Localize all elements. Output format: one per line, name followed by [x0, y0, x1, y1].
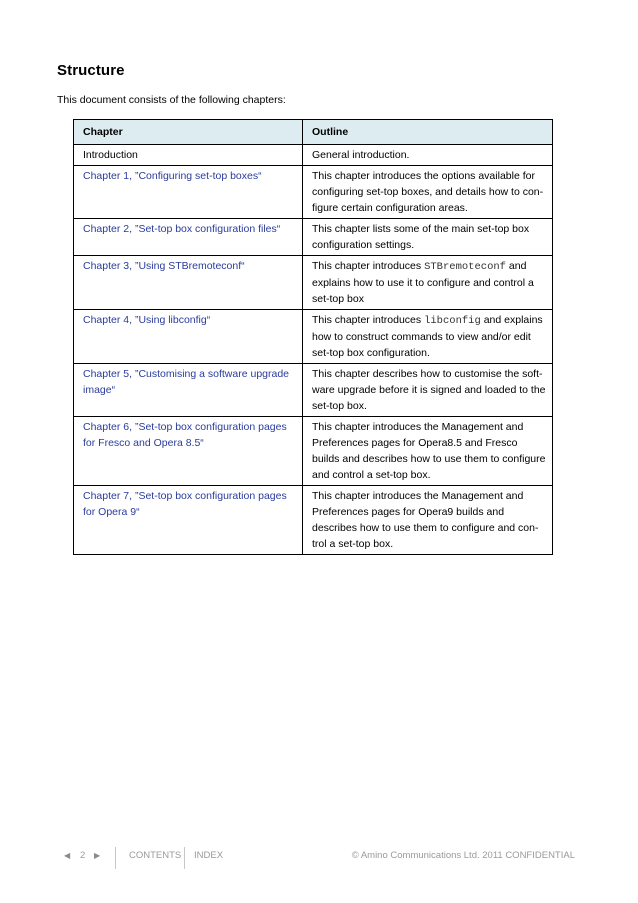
outline-cell: This chapter introduces the Management and Preferences pages for Opera8.5 and Fresco builds and describes how to use them to configure and control a set-top box.	[303, 417, 553, 486]
chapter-5-link[interactable]: Chapter 5, ”Customising a software upgrade image“	[83, 368, 290, 396]
header-outline: Outline	[303, 120, 553, 145]
header-chapter: Chapter	[74, 120, 303, 145]
code-libconfig: libconfig	[424, 315, 481, 327]
next-page-icon[interactable]: ▶	[94, 851, 101, 860]
outline-cell	[303, 310, 553, 364]
table-row	[74, 486, 553, 555]
outline-cell: This chapter introduces the Management and Preferences pages for Opera9 builds and describes how to use them to configure and con-trol a set-top box.	[303, 486, 553, 555]
chapter-3-link[interactable]: Chapter 3, ”Using STBremoteconf“	[83, 260, 245, 272]
outline-cell: This chapter describes how to customise the soft-ware upgrade before it is signed and loaded to the set-top box.	[303, 364, 553, 417]
table-row	[74, 310, 553, 364]
table-header-row	[74, 120, 553, 145]
contents-link[interactable]: CONTENTS	[129, 850, 182, 861]
page-number: 2	[80, 850, 86, 861]
outline-text: and explains how to use it to configure and control a set-top box	[312, 260, 534, 305]
table-row	[74, 256, 553, 310]
outline-cell: This chapter introduces the options available for configuring set-top boxes, and details how to con-figure certain configuration areas.	[303, 166, 553, 219]
outline-cell: General introduction.	[303, 145, 553, 166]
footer-divider	[115, 847, 116, 869]
outline-text: This chapter introduces	[312, 314, 425, 326]
table-row	[74, 166, 553, 219]
section-intro: This document consists of the following chapters:	[57, 94, 286, 106]
chapter-2-link[interactable]: Chapter 2, ”Set-top box configuration files“	[83, 223, 281, 235]
chapter-4-link[interactable]: Chapter 4, ”Using libconfig“	[83, 314, 211, 326]
outline-cell	[303, 256, 553, 310]
outline-text: and explains how to construct commands to view and/or edit set-top box configuration.	[312, 314, 543, 359]
outline-text: This chapter introduces	[312, 260, 425, 272]
table-row	[74, 417, 553, 486]
outline-cell: This chapter lists some of the main set-top box configuration settings.	[303, 219, 553, 256]
chapter-6-link[interactable]: Chapter 6, ”Set-top box configuration pages for Fresco and Opera 8.5“	[83, 421, 287, 449]
copyright-notice: © Amino Communications Ltd. 2011 CONFIDENTIAL	[351, 850, 575, 861]
code-stbremoteconf: STBremoteconf	[424, 261, 506, 273]
index-link[interactable]: INDEX	[194, 850, 224, 861]
chapters-table	[73, 119, 553, 555]
section-title: Structure	[57, 62, 125, 79]
page-footer	[57, 850, 581, 866]
table-row	[74, 145, 553, 166]
footer-divider	[184, 847, 185, 869]
chapter-1-link[interactable]: Chapter 1, ”Configuring set-top boxes“	[83, 170, 262, 182]
table-row	[74, 364, 553, 417]
table-row	[74, 219, 553, 256]
chapter-7-link[interactable]: Chapter 7, ”Set-top box configuration pages for Opera 9“	[83, 490, 287, 518]
previous-page-icon[interactable]: ◀	[64, 851, 71, 860]
chapter-cell-introduction: Introduction	[74, 145, 303, 166]
